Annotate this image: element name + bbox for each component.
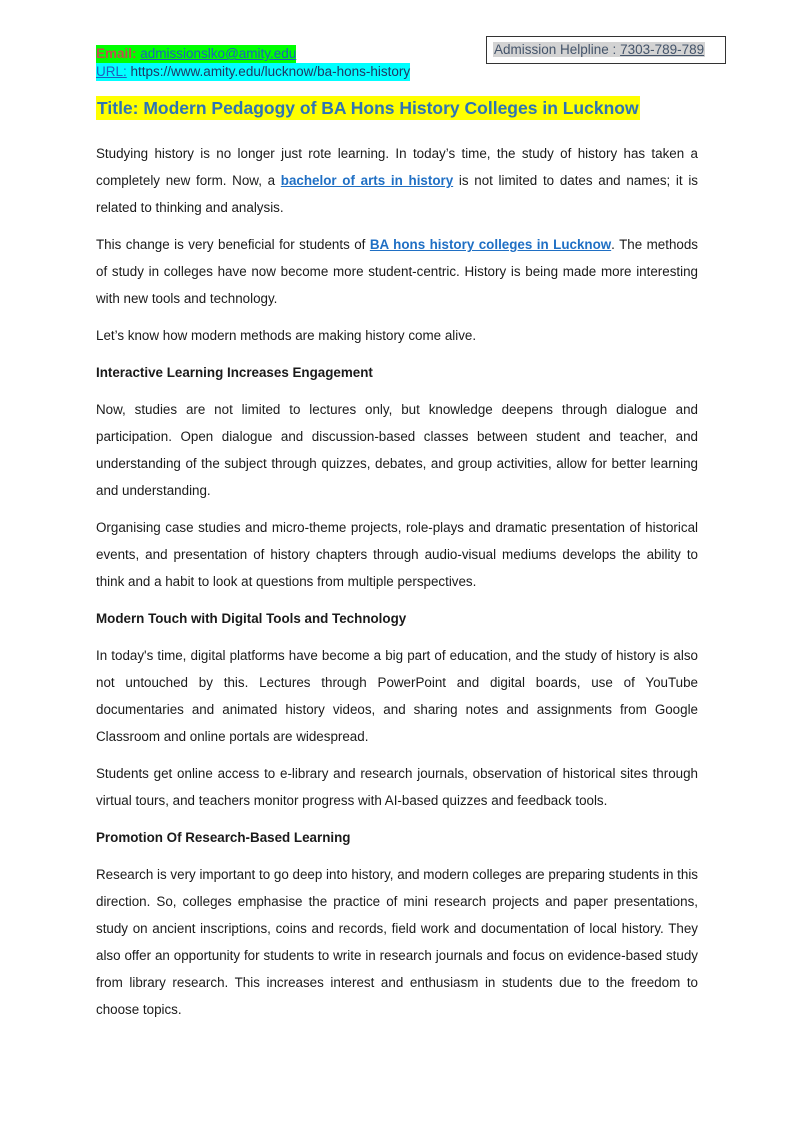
helpline-label: Admission Helpline : (494, 42, 621, 57)
intro-paragraph-1 (96, 140, 698, 221)
intro-p1-text-before: Studying history is no longer just rote learning. In today’s time, the study of history has taken a completely new form. Now, a (96, 146, 698, 188)
intro-paragraph-3: Let’s know how modern methods are making history come alive. (96, 328, 477, 343)
url-line (96, 63, 410, 81)
admission-helpline-box (486, 36, 726, 64)
section-heading-digital-tools: Modern Touch with Digital Tools and Technology (96, 611, 407, 626)
email-line (96, 45, 296, 63)
email-link[interactable]: admissionslko@amity.edu (140, 46, 297, 61)
section-2-paragraph-2: Students get online access to e-library and research journals, observation of historical sites through virtual tours, and teachers monitor progress with AI-based quizzes and feedback tools. (96, 766, 698, 808)
contact-info (96, 45, 410, 81)
intro-p1-text-after: is not limited to dates and names; it is related to thinking and analysis. (96, 173, 698, 215)
article-body (96, 140, 698, 1033)
section-heading-research-learning: Promotion Of Research-Based Learning (96, 830, 351, 845)
intro-p2-text-after: . The methods of study in colleges have now become more student-centric. History is being made more interesting with new tools and technology. (96, 237, 699, 306)
intro-p2-text-before: This change is very beneficial for students of (96, 237, 370, 252)
page-title: Title: Modern Pedagogy of BA Hons History Colleges in Lucknow (97, 98, 639, 118)
url-value[interactable]: https://www.amity.edu/lucknow/ba-hons-history (130, 64, 411, 79)
ba-hons-colleges-link[interactable]: BA hons history colleges in Lucknow (369, 237, 612, 252)
section-1-paragraph-2: Organising case studies and micro-theme projects, role-plays and dramatic presentation of historical events, and presentation of history chapters through audio-visual mediums develops the ability to think and a habit to look at questions from multiple perspectives. (96, 520, 698, 589)
email-label: Email: (96, 46, 137, 61)
intro-paragraph-2 (96, 231, 698, 312)
section-3-paragraph-1: Research is very important to go deep into history, and modern colleges are preparing students in this direction. So, colleges emphasise the practice of mini research projects and paper presentations, study on ancient inscriptions, coins and records, field work and documentation of local history. They also offer an opportunity for students to write in research journals and focus on evidence-based study from library research. This increases interest and enthusiasm in students due to the freedom to choose topics. (96, 867, 698, 1017)
bachelor-of-arts-link[interactable]: bachelor of arts in history (280, 173, 454, 188)
section-heading-interactive-learning: Interactive Learning Increases Engagement (96, 365, 373, 380)
section-2-paragraph-1: In today's time, digital platforms have become a big part of education, and the study of history is also not untouched by this. Lectures through PowerPoint and digital boards, use of YouTube documentaries and animated history videos, and sharing notes and assignments from Google Classroom and online portals are widespread. (96, 648, 698, 744)
url-label: URL: (96, 64, 127, 79)
helpline-number-link[interactable]: 7303-789-789 (620, 42, 705, 57)
section-1-paragraph-1: Now, studies are not limited to lectures only, but knowledge deepens through dialogue and participation. Open dialogue and discussion-based classes between student and teacher, and understanding of the subject through quizzes, debates, and group activities, allow for better learning and understanding. (96, 402, 698, 498)
helpline-highlight (493, 42, 705, 57)
